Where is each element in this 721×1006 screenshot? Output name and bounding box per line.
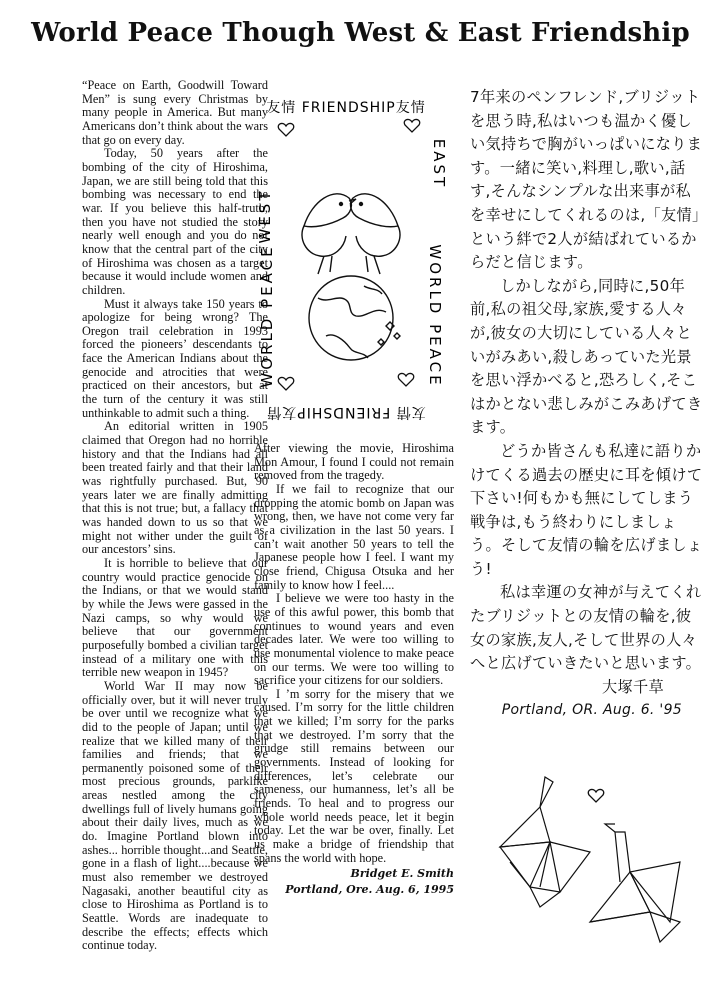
paragraph: It is horrible to believe that our country would practice genocide on the Indians, or that we would stand by while the Jews were gassed in the Nazi camps, so why would we believe that our government purposefully bombed a civilian target instead of a military one with this terrible new weapon in 1945? bbox=[82, 555, 268, 680]
heart-icon bbox=[278, 377, 293, 390]
paragraph: “Peace on Earth, Goodwill Toward Men” is sung every Christmas by many people in America. But many Americans don’t think about the wars that go on every day. bbox=[82, 78, 268, 147]
heart-icon bbox=[588, 789, 603, 802]
heart-icon bbox=[404, 119, 419, 132]
paragraph: しかしながら,同時に,50年前,私の祖父母,家族,愛する人々が,彼女の大切にしている人々といがみあい,殺しあっていた光景を思い浮かべると,恐ろしく,そこはかとない悲しみがこみあげてきます。 bbox=[470, 276, 703, 437]
east-label: EAST bbox=[430, 138, 448, 190]
paragraph: I ’m sorry for the misery that we caused. I’m sorry for the little children that we killed; I’m sorry for the parks that we destroyed. I’m sorry that the grudge still remains between our governments. Instead of looking for differences, let’s celebrate our sameness, our humanness, let’s all be friends. To heal and to progress our whole world needs peace, let it begin today. Let the war be over, finally. Let us make a bridge of friendship that spans the world with hope. bbox=[254, 686, 454, 865]
world-peace-right-label: WORLD PEACE bbox=[426, 244, 444, 388]
paragraph: World War II may now be officially over, but it will never truly be over until we recognize what we did to the people of Japan; until we realize that we killed many of their families and friends; that we permanently poisoned some of their most precious grounds, parklike areas nestled among the city dwellings full of lively humans going about their daily lives, much as we do. Imagine Portland blown into ashes... horrible thought...and Seattle, gone in a flash of light....because we must also remember we destroyed Nagasaki, another beautiful city as close to Hiroshima as Portland is to Seattle. Words are inadequate to describe the effects; effects which continue today. bbox=[82, 678, 268, 953]
japanese-letter-column bbox=[470, 86, 704, 723]
doves-icon bbox=[302, 194, 400, 274]
paragraph: 私は幸運の女神が与えてくれたブリジットとの友情の輪を,彼女の家族,友人,そして世界の人々へと広げていきたいと思います。 bbox=[470, 583, 702, 673]
signature-place-date: Portland, OR. Aug. 6. '95 bbox=[501, 702, 682, 719]
world-peace-left-label: WORLD PEACE bbox=[258, 244, 276, 388]
top-banner-text: 友情 FRIENDSHIP友情 bbox=[266, 100, 426, 116]
article-column-2 bbox=[254, 442, 454, 897]
paragraph: After viewing the movie, Hiroshima Mon Amour, I found I could not remain removed from the tragedy. bbox=[254, 441, 454, 483]
west-label: WEST bbox=[256, 188, 274, 244]
article-column-1 bbox=[82, 79, 268, 953]
paragraph: An editorial written in 1905 claimed that Oregon had no horrible history and that the Indians had all been treated fairly and that their land was rightfully purchased. But, 90 years later we are finally admitting that this is not true; but, a fallacy that was handed down to us so that we might not wither under the guilt of our ancestors’ sins. bbox=[82, 419, 268, 557]
paper-crane-icon bbox=[590, 824, 680, 942]
signature-name: Bridget E. Smith bbox=[350, 867, 454, 881]
paragraph: If we fail to recognize that our dropping the atomic bomb on Japan was wrong, then, we have not come very far as a civilization in the last 50 years. I can’t wait another 50 years to tell the Japanese people how I feel. I want my close friend, Chigusa Otsuka and her family to know how I feel.... bbox=[254, 481, 454, 592]
page-title: World Peace Though West & East Friendship bbox=[31, 18, 690, 48]
friendship-illustration bbox=[246, 86, 456, 436]
paragraph: I believe we were too hasty in the use of this awful power, this bomb that continues to wound years and even decades later. We were too willing to use monumental violence to make peace on our terms. We were too willing to sacrifice your citizens for our soldiers. bbox=[254, 591, 454, 688]
paragraph: 7年来のペンフレンド,ブリジットを思う時,私はいつも温かく優しい気持ちで胸がいっぱいになります。一緒に笑い,料理し,歌い,話す,そんなシンプルな出来事が私を幸せにしてくれるのは,「友情」という絆で2人が結ばれているからだと信じます。 bbox=[470, 88, 703, 272]
paper-crane-icon bbox=[500, 777, 590, 907]
heart-icon bbox=[278, 123, 293, 136]
heart-icon bbox=[398, 373, 413, 386]
paper-cranes-illustration bbox=[470, 752, 710, 952]
signature-place-date: Portland, Ore. Aug. 6, 1995 bbox=[285, 883, 454, 897]
paragraph: Must it always take 150 years to apologize for being wrong? The Oregon trail celebration in 1993 forced the pioneers’ descendants to face the American Indians about the genocide and atrocities that were practiced on their ancestors, but at the turn of the century it was still unthinkable to admit such a thing. bbox=[82, 296, 268, 420]
globe-icon bbox=[309, 276, 400, 360]
paragraph: どうか皆さんも私達に語りかけてくる過去の歴史に耳を傾けて下さい!何もかも無にしてしまう戦争は,もう終わりにしましょう。そして友情の輪を広げましょう! bbox=[470, 441, 703, 578]
paragraph: Today, 50 years after the bombing of the city of Hiroshima, Japan, we are still being told that this bombing was necessary to end the war. If you believe this half-truth, then you have not studied the story nearly well enough and you do not know that the central part of the city of Hiroshima was chosen as a target because it would include women and children. bbox=[82, 146, 268, 297]
bottom-banner-text: 友情 FRIENDSHIP友情 bbox=[266, 404, 426, 420]
signature-name: 大塚千草 bbox=[602, 677, 664, 696]
